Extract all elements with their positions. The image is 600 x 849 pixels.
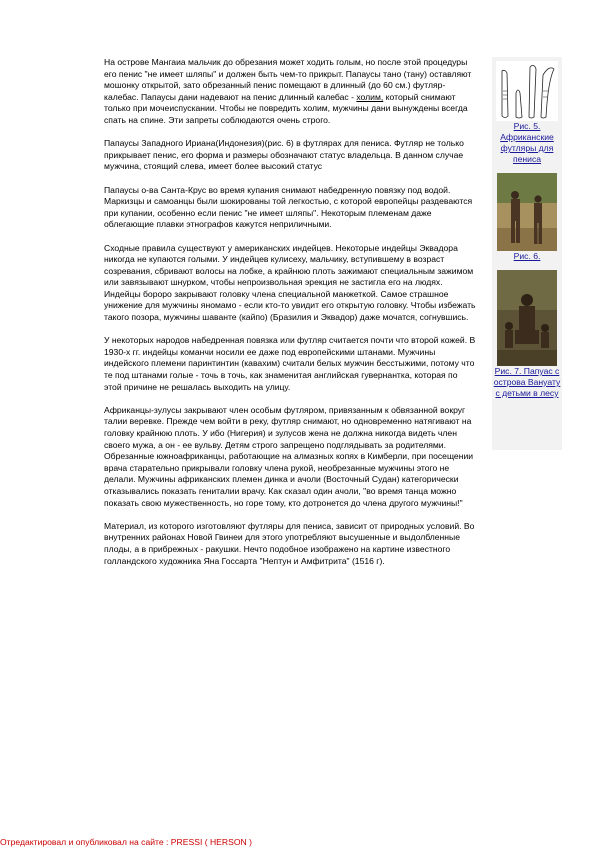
paragraph-7: Материал, из которого изготовляют футляры для пениса, зависит от природных условий. Во внутренних районах Новой Гвинеи для этого употребляют высушенные и выдолбленные плоды, а в прибрежных - ракушки. Нечто подобное изображено на картине известного голландского художника Яна Госсарта "Нептун и Амфитрита" (1516 г). bbox=[104, 520, 475, 566]
figure-7-photo[interactable] bbox=[497, 270, 557, 366]
paragraph-4: Сходные правила существуют у американских индейцев. Некоторые индейцы Эквадора никогда не купаются голыми. У индейцев кулисеху, мальчику, вступившему в возраст созревания, сбривают волосы на лобке, а крайнюю плоть зажимают специальным зажимом или завязывают шнурком, чтобы непроизвольная эрекция не застигла его на людях. Индейцы бороро закрывают головку члена специальной манжеткой. Самое страшное унижение для мужчины яномамо - если кто-то увидит его открытую головку. Чтобы избежать такого позора, мужчины шаванте (кайпо) (Бразилия и Эквадор) даже мочатся, согнувшись. bbox=[104, 242, 476, 323]
paragraph-1 bbox=[104, 57, 476, 127]
article-body bbox=[104, 57, 476, 579]
paragraph-2: Папаусы Западного Ириана(Индонезия)(рис. 6) в футлярах для пениса. Футляр не только прикрывает пенис, его форма и размеры обозначают статус владельца. В данном случае мужчина, стоящий слева, имеет более высокий статус bbox=[104, 138, 464, 172]
figure-sidebar bbox=[492, 57, 562, 450]
paragraph-6: Африканцы-зулусы закрывают член особым футляром, привязанным к обвязанной вокруг талии веревке. Прежде чем войти в реку, футляр снимают, но одновременно натягивают на головку крайнюю плоть. У ибо (Нигерия) и зулусов жена не должна никогда видеть член своего мужа, а он - ее вульву. Детям строго запрещено подглядывать за родителями. Обрезанные южноафриканцы, работающие на алмазных копях в Кимберли, при посещении врача старательно прикрывали головку члена рукой, необрезанные мужчины этого не делали. Мужчины африканских племен динка и ачоли (Восточный Судан) категорически отказывались показать гениталии врачу. Как сказал один ачоли, "во время танца можно показать свою мужественность, но горе тому, кто дотронется до члена другого мужчины!" bbox=[104, 404, 474, 508]
figure-5-caption[interactable]: Рис. 5. Африканские футляры для пениса bbox=[500, 121, 554, 164]
paragraph-1-text-a: На острове Мангаиа мальчик до обрезания может ходить голым, но после этой процедуры его пенис "не имеет шляпы" и должен быть чем-то прикрыт. Папаусы тано (тану) оставляют мошонку открытой, зато обрезанный пенис помещают в длинный (до 60 см.) футляр-калебас. Папаусы дани надевают на пенис длинный калебас - bbox=[104, 57, 472, 102]
figure-6-caption[interactable]: Рис. 6. bbox=[513, 251, 541, 261]
penis-sheaths-figure[interactable] bbox=[496, 61, 558, 121]
paragraph-5: У некоторых народов набедренная повязка или футляр считается почти что второй кожей. В 1930-х гг. индейцы команчи носили ее даже под европейскими штанами. Мужчины индейского племени паринтинтин (кавахим) считали белых мужчин бесстыжими, потому что те под штанами голые - точь в точь, как знаменитая английская гувернантка, которая по этой причине не решалась выходить на улицу. bbox=[104, 335, 476, 392]
paragraph-1-text-b: который снимают только при мочеиспускании. Чтобы не повредить холим, мужчины дани вынуждены всегда спать на спине. Эти запреты соблюдаются очень строго. bbox=[104, 91, 468, 125]
holim-link[interactable]: холим, bbox=[356, 91, 384, 102]
figure-7-caption[interactable]: Рис. 7. Папуас с острова Вануату с детьми в лесу bbox=[493, 366, 561, 398]
paragraph-3: Папаусы о-ва Санта-Крус во время купания снимают набедренную повязку под водой. Маркизцы и самоанцы были шокированы той легкостью, с которой европейцы раздеваются при купании, особенно если пенис "не имеет шляпы". Некоторым племенам даже облегающие плавки этнографов кажутся неприличными. bbox=[104, 184, 473, 230]
figure-6-photo[interactable] bbox=[497, 173, 557, 251]
footer-credit: Отредактировал и опубликовал на сайте : PRESSI ( HERSON ) bbox=[0, 837, 252, 847]
